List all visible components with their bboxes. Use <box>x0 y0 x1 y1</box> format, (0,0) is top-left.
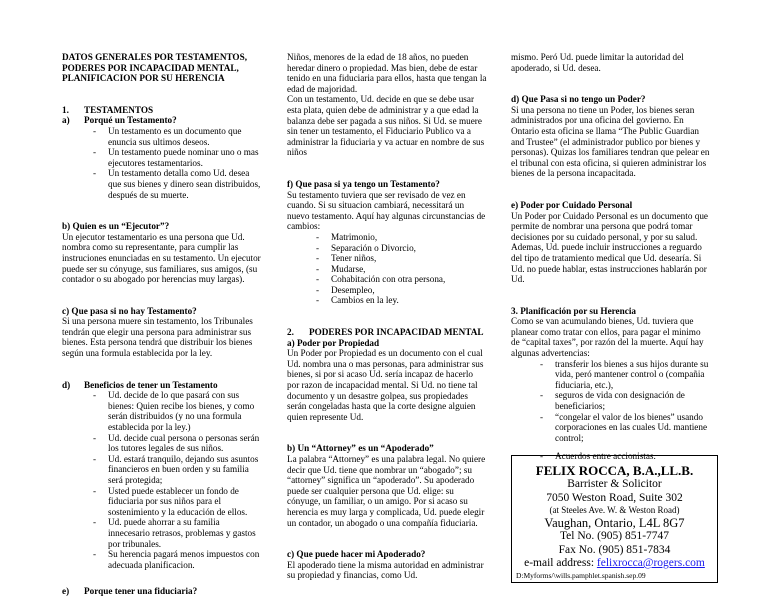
section-1-heading <box>62 105 262 116</box>
section-number: 1. <box>62 104 69 115</box>
telephone: Tel No. (905) 851-7747 <box>559 530 670 542</box>
paragraph: Con un testamento, Ud. decide en que se debe usar esta plata, quien debe de administrar y a que edad la balanza debe ser pagada a sus niños. Si Ud. se muere sin tener un testamento, el Fiduciario Publico va a administrar la fiduciaria y va actuar en nombre de sus niños <box>287 94 485 158</box>
subsection-e3-heading: e) Poder por Cuidado Personal <box>511 199 633 210</box>
subsection-b2-heading: b) Un “Attorney” es un “Apoderado” <box>287 443 434 454</box>
list-item: - Desempleo, <box>315 284 375 295</box>
list-item: - Su herencia pagará menos impuestos con adecuada planificacion. <box>92 549 260 570</box>
subsection-f-heading: f) Que pasa si ya tengo un Testamento? <box>287 178 440 189</box>
list-item: - Mudarse, <box>315 263 366 274</box>
list-item: - Un testamento puede nominar uno o mas ejecutores testamentarios. <box>92 147 259 168</box>
list-item: - transferir los bienes a sus hijos durante su vida, peró mantener control o (compañia fiduciaria, etc.), <box>539 358 709 390</box>
list-item: - seguros de vida con designación de beneficiarios; <box>539 390 685 412</box>
subsection-c-heading: c) Que pasa si no hay Testamento? <box>62 305 197 316</box>
subsection-b-heading: b) Quien es un “Ejecutor”? <box>62 221 170 232</box>
subsection-c2-heading: c) Que puede hacer mi Apoderado? <box>287 549 426 560</box>
section-3-text: Como se van acumulando bienes, Ud. tuviera que planear como tratar con ellos, para pagar el minimo de “capital taxes”, por razón del la muerte. Aquí hay algunas advertencias: <box>511 316 704 359</box>
column-1 <box>62 0 262 597</box>
list-item: - Matrimonio, <box>315 231 378 242</box>
column-2 <box>287 0 487 581</box>
subsection-d3-text: Si una persona no tiene un Poder, los bienes seran administrados por una oficina del govierno. En Ontario esta oficina se llama “The Public Guardian and Trustee” (el administrador publico por bienes y personas). Quizas los familiares tendran que pelear en el tribunal con esta oficina, si quieren administrar los bienes de la persona incapacitada. <box>511 104 710 179</box>
list-item: - “congelar el valor de los bienes” usando corporaciones en las cuales Ud. mantiene control; <box>539 411 708 443</box>
list-item: - Cambios en la ley. <box>315 295 399 306</box>
subsection-b-text: Un ejecutor testamentario es una persona que Ud. nombra como su representante, para cumplir las instruciones enunciadas en su testamento. Un ejecutor puede ser su cónyuge, sus familiares, sus amigos, (su contador o su abogado por herencias muy largas). <box>62 231 261 285</box>
email-link[interactable]: felixrocca@rogers.com <box>596 557 705 569</box>
section-2-heading: 2. PODERES POR INCAPACIDAD MENTAL <box>287 327 484 338</box>
subsection-d-heading: d) Beneficios de tener un Testamento <box>62 379 218 390</box>
paragraph: mismo. Peró Ud. puede limitar la autoridad del apoderado, si Ud. desea. <box>511 52 684 73</box>
fax: Fax No. (905) 851-7834 <box>558 543 671 556</box>
lawyer-role: Barrister & Solicitor <box>567 478 662 490</box>
list-item: - Un testamento es un documento que enuncia sus ultimos deseos. <box>92 125 242 147</box>
list-item: - Cohabitación con otra persona, <box>315 274 446 285</box>
subsection-title: Porqué un Testamento? <box>84 115 177 126</box>
subsection-d3-heading: d) Que Pasa si no tengo un Poder? <box>511 94 646 105</box>
address-line: 7050 Weston Road, Suite 302 <box>546 491 683 504</box>
subsection-c2-text: El apoderado tiene la misma autoridad en administrar su propiedad y financias, como Ud. <box>287 559 484 581</box>
list-item: - Tener niños, <box>315 253 377 264</box>
subsection-e-heading: e) Porque tener una fiduciaria? <box>62 586 198 597</box>
file-path: D:Myforms/\wills.pamphlet.spanish.sep.09 <box>516 570 646 580</box>
section-3-heading: 3. Planificación por su Herencia <box>511 305 636 316</box>
list-item: - Un testamento detalla como Ud. desea que sus bienes y dinero sean distribuidos, después de su muerte. <box>92 168 261 200</box>
subsection-b2-text: La palabra “Attorney” es una palabra legal. No quiere decir que Ud. tiene que nombrar un “abogado”; su “attorney” significa un “apoderado”. Su apoderado puede ser cualquier persona que Ud. elige: su cónyuge, un familiar, o un amigo. Por si acaso su herencia es muy larga y complicada, Ud. puede elegir un contador, un abogado o una compañía fiduciaria. <box>287 454 486 528</box>
section-title: TESTAMENTOS <box>84 104 154 115</box>
list-item: - Ud. decide de lo que pasará con sus bienes: Quien recibe los bienes, y como serán distribuidos (y no una formula establecida por la ley.) <box>92 390 255 433</box>
contact-card <box>511 455 718 583</box>
list-item: - Acuerdos entre accionistas. <box>539 451 656 462</box>
subsection-a-heading <box>62 115 262 126</box>
list-item: - Separación o Divorcio, <box>315 242 416 253</box>
subsection-letter: a) <box>62 115 70 126</box>
subsection-f-text: Su testamento tuviera que ser revisado de vez en cuando. Si su situacion cambiará, necessitará un nuevo testamento. Aquí hay algunas circunstancias de cambios: <box>287 189 486 232</box>
email-line: e-mail address: felixrocca@rogers.com <box>524 557 705 569</box>
list-item: - Ud. estará tranquilo, dejando sus asuntos financieros en buen orden y su familia será protegida; <box>92 453 259 485</box>
list-item: - Usted puede establecer un fondo de fiduciaria por sus niños para el sostenimiento y la educación de ellos. <box>92 485 248 517</box>
column-3 <box>511 0 711 462</box>
cross-streets: (at Steeles Ave. W. & Weston Road) <box>549 505 680 515</box>
subsection-c-text: Si una persona muere sin testamento, los Tribunales tendrán que elegir una persona para administrar sus bienes. Esta persona tendrá que distribuir los bienes según una formula establecida por la ley. <box>62 316 253 359</box>
lawyer-name: FELIX ROCCA, B.A.,LL.B. <box>535 463 694 478</box>
document-title: DATOS GENERALES POR TESTAMENTOS, PODERES POR INCAPACIDAD MENTAL, PLANIFICACION POR SU HERENCIA <box>62 52 247 84</box>
subsection-a2-text: Un Poder por Propiedad es un documento con el cual Ud. nombra una o mas personas, para administrar sus bienes, si por si acaso Ud. sería incapaz de hacerlo por razon de incapacidad mental. Si Ud. no tiene tal documento y un desastre golpea, sus propiedades serán congeladas hasta que la corte designe alguien quien represente Ud. <box>287 348 484 422</box>
subsection-a2-heading: a) Poder por Propiedad <box>287 337 380 348</box>
subsection-e3-text: Un Poder por Cuidado Personal es un documento que permite de nombrar una persona que podrá tomar decisiones por su cuidado personal, y por su salud. Ademas, Ud. puede incluir instrucciones a reguardo del tipo de tratamiento medical que Ud. desearía. Si Ud. no puede hablar, estas instrucciones hablarán por Ud. <box>511 210 708 285</box>
city-line: Vaughan, Ontario, L4L 8G7 <box>544 516 685 530</box>
list-item: - Ud. puede ahorrar a su familia innecesario retrasos, problemas y gastos por tribunales. <box>92 517 256 549</box>
paragraph: Niños, menores de la edad de 18 años, no pueden heredar dinero o propiedad. Mas bien, debe de estar tenido en una fiduciaria para ellos, hasta que tengan la edad de majoridad. <box>287 52 487 94</box>
list-item: - Ud. decide cual persona o personas serán los tutores legales de sus niños. <box>92 432 260 454</box>
